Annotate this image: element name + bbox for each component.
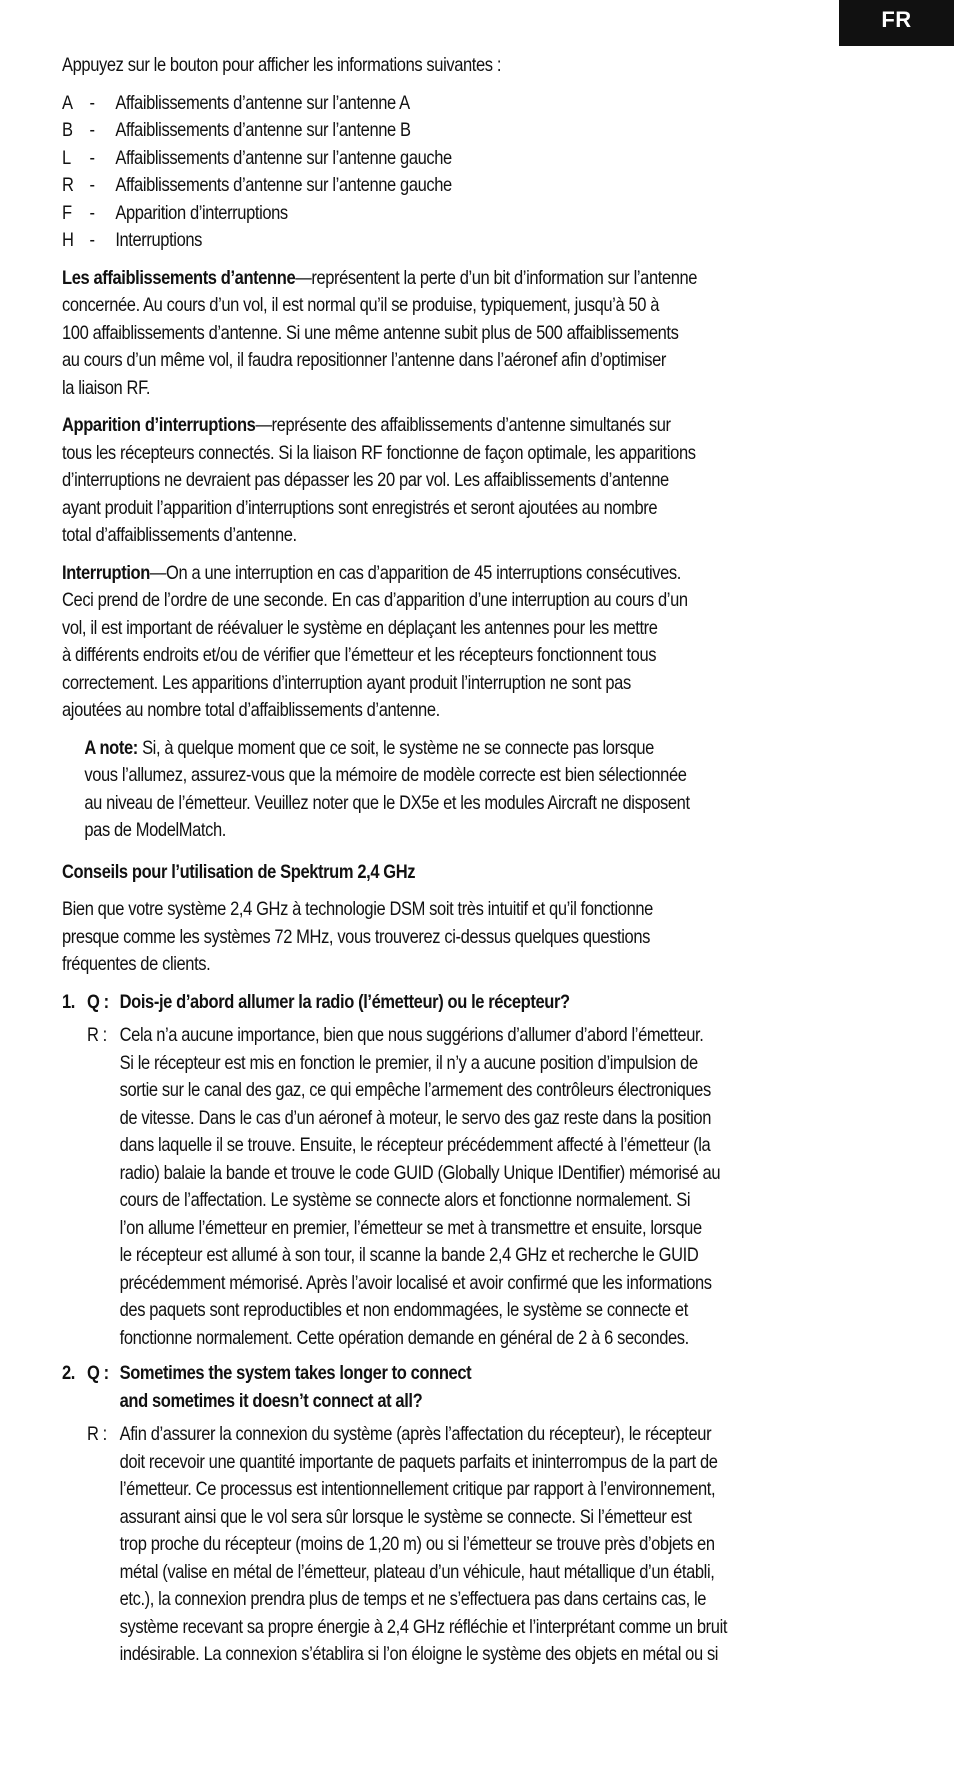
paragraph-hold	[62, 560, 931, 725]
note-block	[84, 735, 930, 845]
list-item	[62, 145, 931, 173]
text-line: assurant ainsi que le vol sera sûr lorsque le système se connecte. Si l’émetteur est	[119, 1506, 692, 1528]
text-line: le récepteur est allumé à son tour, il scanne la bande 2,4 GHz et recherche le GUID	[119, 1245, 699, 1266]
text-line: la liaison RF.	[62, 377, 151, 399]
answer-text	[120, 1022, 931, 1352]
text-line: etc.), la connexion prendra plus de temps et ne s’effectuera pas dans certains cas, le	[119, 1589, 707, 1610]
qa-item	[62, 1360, 931, 1669]
text-line: presque comme les systèmes 72 MHz, vous trouverez ci-dessus quelques questions	[62, 926, 650, 948]
list-key: H	[62, 230, 74, 251]
text-line: Ceci prend de l’ordre de une seconde. En cas d’apparition d’une interruption au cours d’un	[62, 590, 688, 611]
text-line: métal (valise en métal de l’émetteur, plateau d’un véhicule, haut métallique d’un établi,	[119, 1561, 715, 1583]
list-key: B	[62, 120, 73, 141]
text-line: Cela n’a aucune importance, bien que nous suggérions d’allumer d’abord l’émetteur.	[119, 1025, 704, 1046]
answer-label: R :	[86, 1025, 107, 1046]
question-text	[120, 989, 570, 1017]
list-dash: -	[89, 175, 95, 196]
text-line: ajoutées au nombre total d’affaiblissements d’antenne.	[62, 700, 440, 721]
bold-term: Les affaiblissements d’antenne	[62, 267, 296, 289]
list-text: Affaiblissements d’antenne sur l’antenne A	[115, 92, 410, 114]
text-line: l’émetteur. Ce processus est intentionnellement critique par rapport à l’environnement,	[119, 1479, 716, 1500]
text-line: ayant produit l’apparition d’interruptions sont enregistrés et seront ajoutées au nombre	[62, 497, 658, 519]
list-key: R	[62, 175, 74, 196]
question-text	[120, 1360, 472, 1415]
list-key: L	[62, 147, 71, 169]
text-line: tous les récepteurs connectés. Si la liaison RF fonctionne de façon optimale, les apparitions	[62, 442, 696, 464]
text-line: and sometimes it doesn’t connect at all?	[119, 1390, 423, 1412]
answer-text	[120, 1421, 931, 1669]
list-dash: -	[89, 120, 95, 141]
text-line: précédemment mémorisé. Après l’avoir localisé et avoir confirmé que les informations	[119, 1272, 712, 1294]
paragraph-fades	[62, 265, 931, 403]
bold-term: Interruption	[62, 562, 150, 584]
list-item	[62, 117, 931, 145]
text-line: Sometimes the system takes longer to connect	[119, 1363, 472, 1384]
language-tab: FR	[839, 0, 954, 46]
list-item	[62, 172, 931, 200]
text-line: pas de ModelMatch.	[84, 820, 226, 841]
list-text: Apparition d’interruptions	[115, 202, 288, 224]
list-dash: -	[89, 92, 95, 114]
question	[62, 1360, 931, 1415]
list-key: F	[62, 202, 72, 224]
text-line: Les affaiblissements d’antenne—représentent la perte d’un bit d’information sur l’antenne	[62, 267, 698, 289]
text-line: des paquets sont reproductibles et non endommagées, le système se connecte et	[119, 1300, 688, 1321]
list-text: Interruptions	[115, 230, 203, 251]
text-line: Afin d’assurer la connexion du système (après l’affectation du récepteur), le récepteur	[119, 1424, 712, 1445]
list-key: A	[62, 92, 73, 114]
text-line: indésirable. La connexion s’établira si l’on éloigne le système des objets en métal ou si	[119, 1644, 719, 1665]
intro-text: Appuyez sur le bouton pour afficher les informations suivantes :	[62, 55, 502, 76]
list-text: Affaiblissements d’antenne sur l’antenne gauche	[115, 147, 452, 169]
text-line: sortie sur le canal des gaz, ce qui empêche l’armement des contrôleurs électroniques	[119, 1080, 711, 1101]
list-text: Affaiblissements d’antenne sur l’antenne B	[115, 120, 411, 141]
paragraph-frame-loss	[62, 412, 931, 550]
text-line: trop proche du récepteur (moins de 1,20 m) ou si l’émetteur se trouve près d’objets en	[119, 1534, 715, 1555]
qa-list	[62, 989, 931, 1669]
question-label: Q :	[86, 991, 109, 1013]
text-line: doit recevoir une quantité importante de paquets parfaits et ininterrompus de la part de	[119, 1451, 718, 1473]
question-number: 2.	[62, 1363, 75, 1384]
list-item	[62, 200, 931, 228]
text-line: Dois-je d’abord allumer la radio (l’émetteur) ou le récepteur?	[119, 991, 570, 1013]
answer	[87, 1022, 931, 1352]
list-dash: -	[89, 202, 95, 224]
answer	[87, 1421, 931, 1669]
text-line: 100 affaiblissements d’antenne. Si une même antenne subit plus de 500 affaiblissements	[62, 322, 679, 344]
text-line: correctement. Les apparitions d’interruption ayant produit l’interruption ne sont pas	[62, 672, 631, 694]
qa-item	[62, 989, 931, 1353]
list-dash: -	[89, 230, 95, 251]
tips-intro	[62, 896, 931, 979]
text-line: concernée. Au cours d’un vol, il est normal qu’il se produise, typiquement, jusqu’à 50 à	[62, 295, 660, 316]
question	[62, 989, 931, 1017]
info-list	[62, 90, 931, 255]
text-line: l’on allume l’émetteur en premier, l’émetteur se met à transmettre et ensuite, lorsque	[119, 1217, 702, 1239]
text-line: au niveau de l’émetteur. Veuillez noter que le DX5e et les modules Aircraft ne disposent	[84, 792, 690, 814]
bold-term: Apparition d’interruptions	[62, 415, 256, 436]
text-line: d’interruptions ne devraient pas dépasser les 20 par vol. Les affaiblissements d’antenne	[62, 470, 669, 491]
tips-title: Conseils pour l’utilisation de Spektrum 2,4 GHz	[62, 861, 416, 883]
text-line: Interruption—On a une interruption en cas d’apparition de 45 interruptions consécutives.	[62, 562, 681, 584]
text-line: système recevant sa propre énergie à 2,4 GHz réfléchie et l’interprétant comme un bruit	[119, 1616, 728, 1638]
bold-term: A note:	[84, 737, 138, 759]
text-line: A note: Si, à quelque moment que ce soit, le système ne se connecte pas lorsque	[84, 737, 654, 759]
text-line: au cours d’un même vol, il faudra repositionner l’antenne dans l’aéronef afin d’optimiser	[62, 350, 666, 371]
text-line: Bien que votre système 2,4 GHz à technologie DSM soit très intuitif et qu’il fonctionne	[62, 899, 653, 920]
text-line: fonctionne normalement. Cette opération demande en général de 2 à 6 secondes.	[119, 1327, 689, 1349]
list-item	[62, 90, 931, 118]
text-line: Si le récepteur est mis en fonction le premier, il n’y a aucune position d’impulsion de	[119, 1052, 698, 1074]
text-line: vous l’allumez, assurez-vous que la mémoire de modèle correcte est bien sélectionnée	[84, 765, 687, 786]
list-text: Affaiblissements d’antenne sur l’antenne gauche	[115, 175, 452, 196]
text-line: dans laquelle il se trouve. Ensuite, le récepteur précédemment affecté à l’émetteur (la	[119, 1135, 711, 1156]
text-line: cours de l’affectation. Le système se connecte alors et fonctionne normalement. Si	[119, 1190, 691, 1211]
list-item	[62, 227, 931, 255]
text-line: Apparition d’interruptions—représente des affaiblissements d’antenne simultanés sur	[62, 415, 671, 436]
text-line: total d’affaiblissements d’antenne.	[62, 525, 297, 546]
text-line: fréquentes de clients.	[62, 954, 211, 975]
answer-label: R :	[86, 1424, 107, 1445]
text-line: vol, il est important de réévaluer le système en déplaçant les antennes pour les mettre	[62, 617, 658, 639]
page-content	[62, 52, 931, 1677]
question-number: 1.	[62, 991, 75, 1013]
text-line: à différents endroits et/ou de vérifier que l’émetteur et les récepteurs fonctionnent tous	[62, 645, 657, 666]
text-line: de vitesse. Dans le cas d’un aéronef à moteur, le servo des gaz reste dans la position	[119, 1107, 712, 1129]
text-line: radio) balaie la bande et trouve le code GUID (Globally Unique IDentifier) mémorisé au	[119, 1162, 721, 1184]
question-label: Q :	[86, 1363, 109, 1384]
list-dash: -	[89, 147, 95, 169]
